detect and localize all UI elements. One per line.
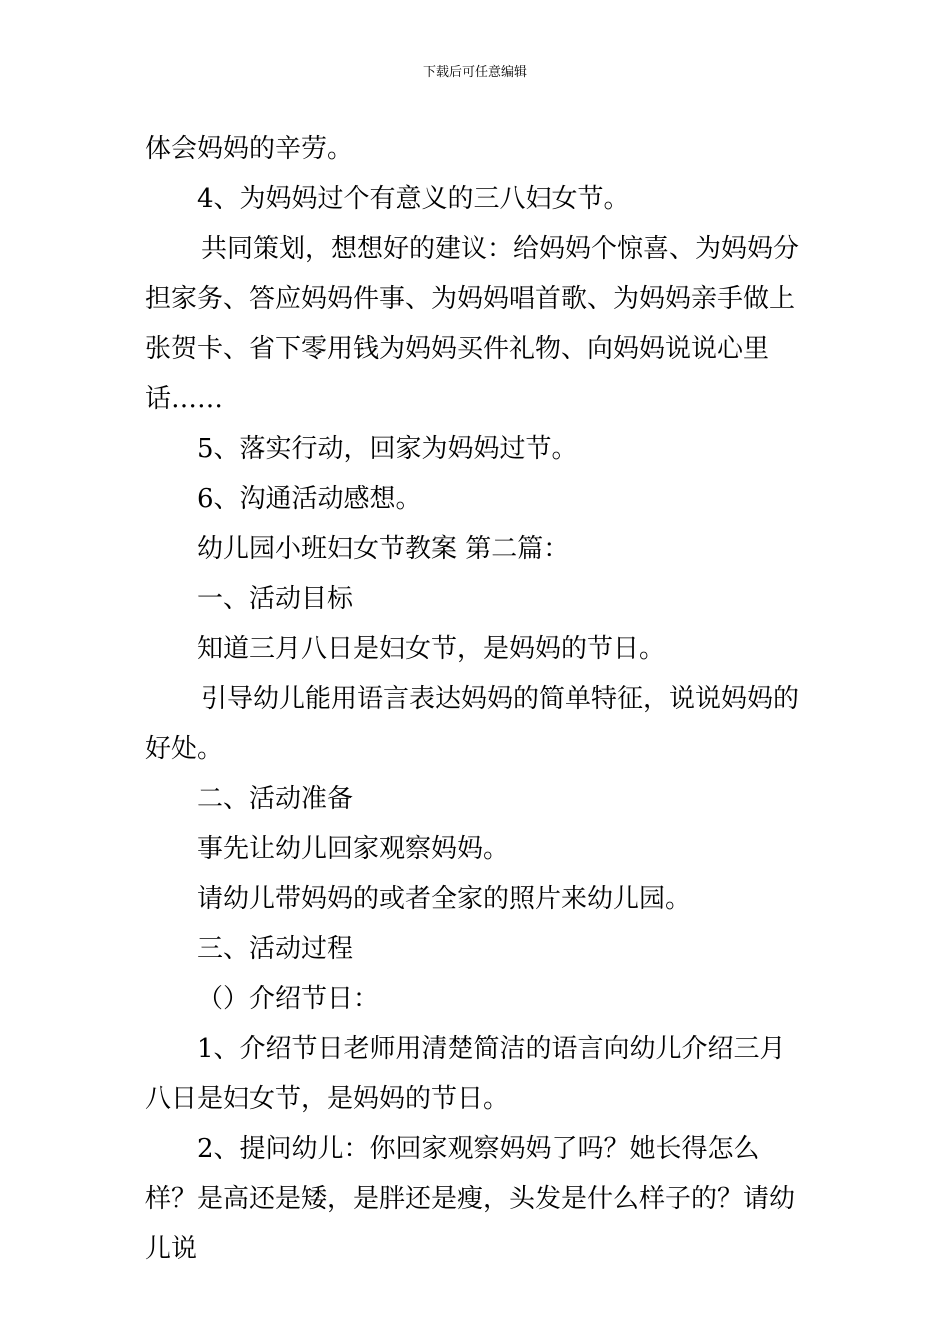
paragraph: 1、介绍节日老师用清楚简洁的语言向幼儿介绍三月八日是妇女节，是妈妈的节日。 (145, 1034, 786, 1114)
page-header: 下载后可任意编辑 (422, 65, 527, 80)
section-title: 幼儿园小班妇女节教案 第二篇： (197, 534, 570, 564)
document-body (145, 124, 810, 1274)
paragraph: 5、落实行动，回家为妈妈过节。 (197, 434, 578, 464)
paragraph: 引导幼儿能用语言表达妈妈的简单特征，说说妈妈的好处。 (145, 684, 800, 764)
paragraph: 4、为妈妈过个有意义的三八妇女节。 (197, 184, 630, 214)
heading: 一、活动目标 (197, 584, 354, 614)
paragraph: 体会妈妈的辛劳。 (145, 134, 354, 164)
paragraph: 请幼儿带妈妈的或者全家的照片来幼儿园。 (197, 884, 692, 914)
paragraph: 知道三月八日是妇女节，是妈妈的节日。 (197, 634, 666, 664)
paragraph: 共同策划，想想好的建议：给妈妈个惊喜、为妈妈分担家务、答应妈妈件事、为妈妈唱首歌、为妈妈亲手做上张贺卡、省下零用钱为妈妈买件礼物、向妈妈说说心里话…… (145, 234, 800, 414)
heading: 二、活动准备 (197, 784, 354, 814)
heading: 三、活动过程 (197, 934, 354, 964)
paragraph: 事先让幼儿回家观察妈妈。 (197, 834, 510, 864)
paragraph: 6、沟通活动感想。 (197, 484, 422, 514)
subheading: （）介绍节日： (197, 984, 380, 1014)
paragraph: 2、提问幼儿：你回家观察妈妈了吗？她长得怎么样？是高还是矮，是胖还是瘦，头发是什么样子的？请幼儿说 (145, 1134, 796, 1264)
